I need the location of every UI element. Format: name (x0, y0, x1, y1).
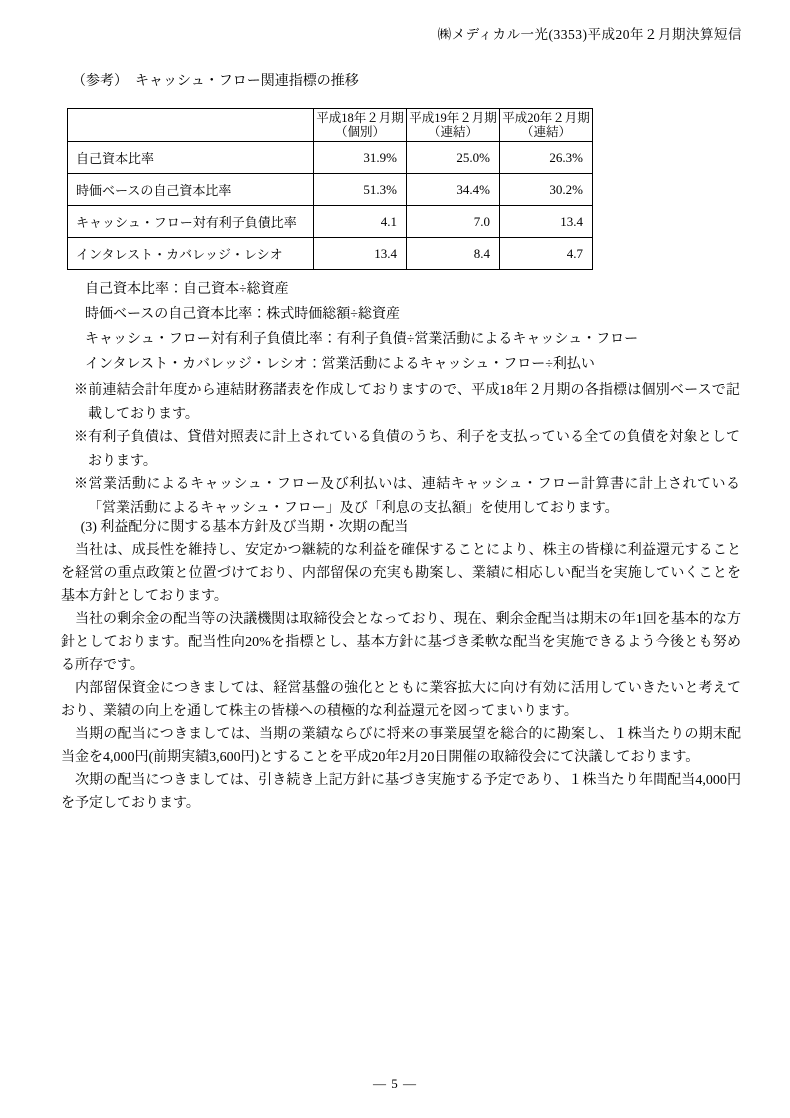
table-row-interest-coverage-ratio (68, 238, 593, 270)
cell-value: 31.9% (314, 142, 407, 174)
dividend-policy-paragraph: 当社は、成長性を維持し、安定かつ継続的な利益を確保することにより、株主の皆様に利益還元することを経営の重点政策と位置づけており、内部留保の充実も勘案し、業績に相応しい配当を実施していくことを基本方針としております。 (61, 543, 741, 604)
row-label: キャッシュ・フロー対有利子負債比率 (68, 206, 314, 238)
cell-value: 4.1 (314, 206, 407, 238)
table-row-cf-to-debt-ratio (68, 206, 593, 238)
cell-value: 7.0 (407, 206, 500, 238)
cell-value: 51.3% (314, 174, 407, 206)
dividend-policy-paragraph: 当社の剰余金の配当等の決議機関は取締役会となっており、現在、剰余金配当は期末の年1回を基本的な方針としております。配当性向20%を指標とし、基本方針に基づき柔軟な配当を実施できるよう今後とも努める所存です。 (61, 612, 741, 673)
footnote: ※有利子負債は、貸借対照表に計上されている負債のうち、利子を支払っている全ての負債を対象としております。 (74, 430, 740, 469)
column-basis-label: （個別） (334, 125, 385, 139)
column-header-fy2006 (314, 109, 407, 142)
cell-value: 30.2% (500, 174, 593, 206)
row-label: インタレスト・カバレッジ・レシオ (68, 238, 314, 270)
definition-line: インタレスト・カバレッジ・レシオ：営業活動によるキャッシュ・フロー÷利払い (85, 357, 595, 372)
definition-line: 自己資本比率：自己資本÷総資産 (85, 282, 289, 297)
footnote: ※営業活動によるキャッシュ・フロー及び利払いは、連結キャッシュ・フロー計算書に計上されている「営業活動によるキャッシュ・フロー」及び「利息の支払額」を使用しております。 (74, 477, 740, 516)
column-header-fy2008 (500, 109, 593, 142)
column-period-label: 平成18年２月期 (316, 111, 404, 125)
cell-value: 34.4% (407, 174, 500, 206)
indicator-definitions (85, 277, 638, 377)
page-number: ― 5 ― (373, 1076, 417, 1091)
column-period-label: 平成19年２月期 (409, 111, 497, 125)
definition-line: 時価ベースの自己資本比率：株式時価総額÷総資産 (85, 307, 400, 322)
dividend-policy-paragraph: 次期の配当につきましては、引き続き上記方針に基づき実施する予定であり、１株当たり年間配当4,000円を予定しております。 (61, 773, 741, 811)
column-header-fy2007 (407, 109, 500, 142)
cell-value: 26.3% (500, 142, 593, 174)
dividend-policy-heading: (3) 利益配分に関する基本方針及び当期・次期の配当 (80, 520, 409, 535)
table-corner-cell (68, 109, 314, 142)
footnote: ※前連結会計年度から連結財務諸表を作成しておりますので、平成18年２月期の各指標は個別ベースで記載しております。 (74, 383, 740, 422)
cell-value: 8.4 (407, 238, 500, 270)
cash-flow-indicators-title: （参考） キャッシュ・フロー関連指標の推移 (72, 74, 359, 89)
table-header-row (68, 109, 593, 142)
column-period-label: 平成20年２月期 (502, 111, 590, 125)
dividend-policy-paragraph: 当期の配当につきましては、当期の業績ならびに将来の事業展望を総合的に勘案し、１株当たりの期末配当金を4,000円(前期実績3,600円)とすることを平成20年2月20日開催の取締役会にて決議しております。 (61, 727, 741, 765)
cell-value: 13.4 (500, 206, 593, 238)
dividend-policy-paragraph: 内部留保資金につきましては、経営基盤の強化とともに業容拡大に向け有効に活用していきたいと考えており、業績の向上を通して株主の皆様への積極的な利益還元を図ってまいります。 (61, 681, 741, 719)
cell-value: 25.0% (407, 142, 500, 174)
definition-line: キャッシュ・フロー対有利子負債比率：有利子負債÷営業活動によるキャッシュ・フロー (85, 332, 639, 347)
column-basis-label: （連結） (427, 125, 478, 139)
row-label: 自己資本比率 (68, 142, 314, 174)
cell-value: 4.7 (500, 238, 593, 270)
row-label: 時価ベースの自己資本比率 (68, 174, 314, 206)
column-basis-label: （連結） (520, 125, 571, 139)
cash-flow-indicators-table (67, 108, 593, 270)
table-row-equity-ratio (68, 142, 593, 174)
cell-value: 13.4 (314, 238, 407, 270)
footnotes-block (74, 379, 740, 520)
document-header-title: ㈱メディカル一光(3353)平成20年２月期決算短信 (437, 27, 742, 42)
table-row-market-equity-ratio (68, 174, 593, 206)
dividend-policy-section (61, 516, 741, 815)
